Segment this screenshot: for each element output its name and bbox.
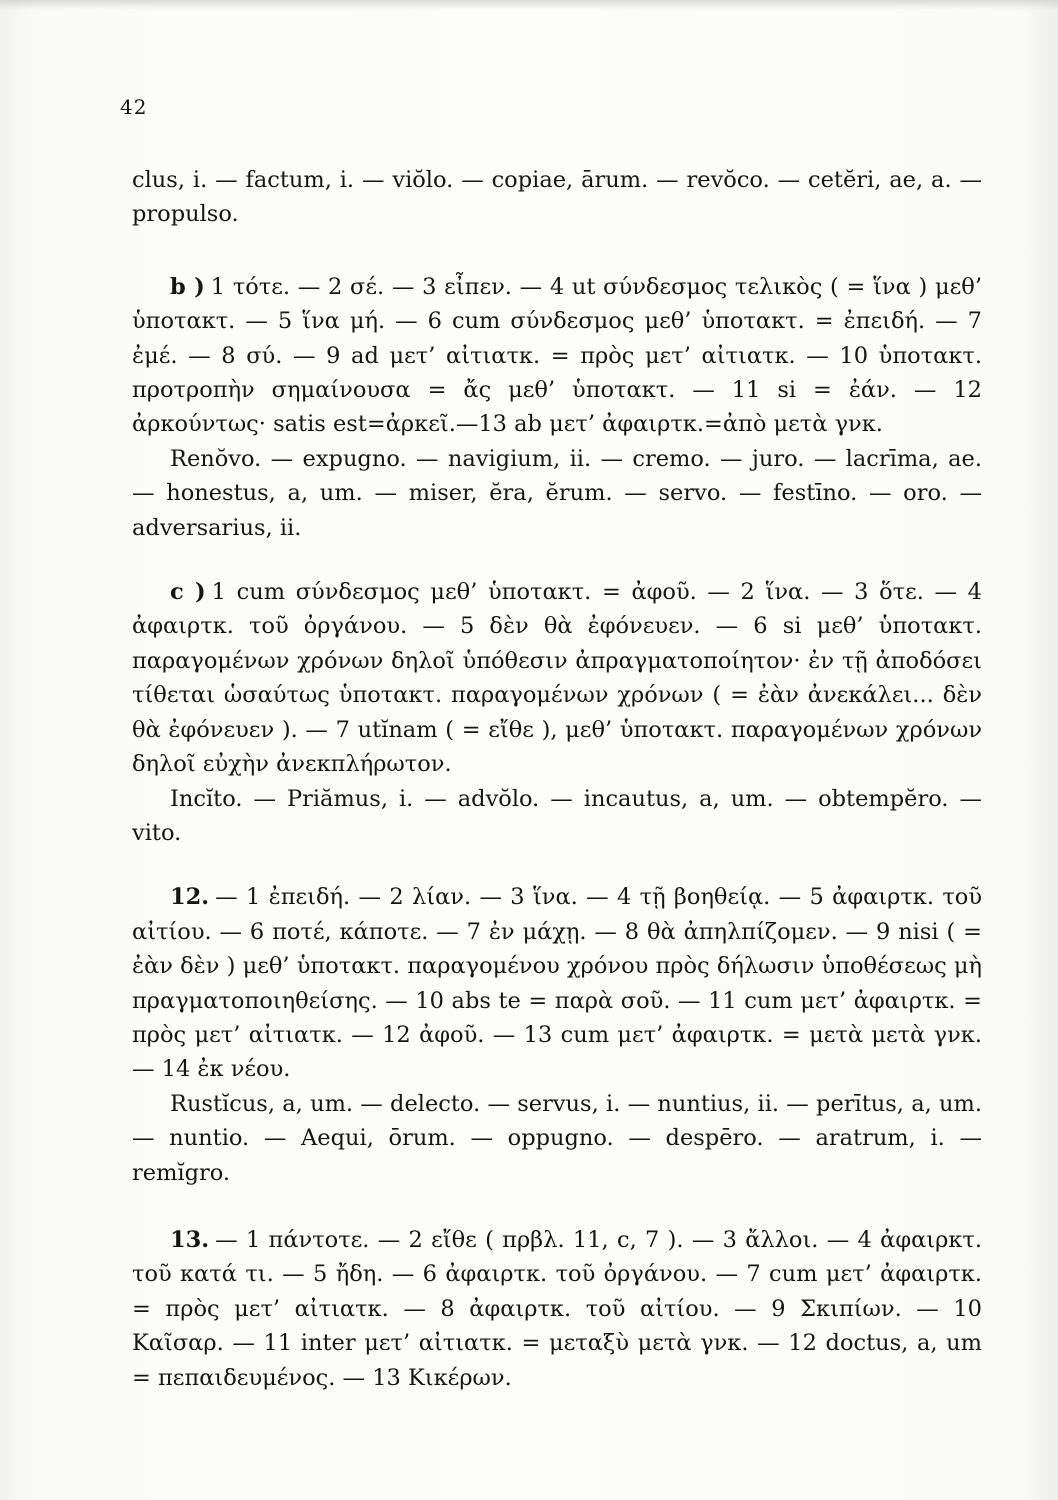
section-12 xyxy=(132,880,982,1086)
section-12-text: — 1 ἐπειδή. — 2 λίαν. — 3 ἵνα. — 4 τῇ βοηθείᾳ. — 5 ἀφαιρτκ. τοῦ αἰτίου. — 6 ποτέ, κάποτε. — 7 ἐν μάχῃ. — 8 θὰ ἀπηλπίζομεν. — 9 nisi ( = ἐὰν δὲν ) μεθ’ ὑποτακτ. παραγομένου χρόνου πρὸς δήλωσιν ὑποθέσεως μὴ πραγματοποιηθείσης. — 10 abs te = παρὰ σοῦ. — 11 cum μετ’ ἀφαιρτκ. = πρὸς μετ’ αἰτιατκ. — 12 ἀφοῦ. — 13 cum μετ’ ἀφαιρτκ. = μετὰ μετὰ γνκ. — 14 ἐκ νέου. xyxy=(132,884,982,1083)
section-b xyxy=(132,270,982,442)
section-13-text: — 1 πάντοτε. — 2 εἴθε ( πρβλ. 11, c, 7 ). — 3 ἄλλοι. — 4 ἀφαιρκτ. τοῦ κατά τι. — 5 ἤδη. — 6 ἀφαιρτκ. τοῦ ὀργάνου. — 7 cum μετ’ ἀφαιρτκ. = πρὸς μετ’ αἰτιατκ. — 8 ἀφαιρτκ. τοῦ αἰτίου. — 9 Σκιπίων. — 10 Καῖσαρ. — 11 inter μετ’ αἰτιατκ. = μεταξὺ μετὰ γνκ. — 12 doctus, a, um = πεπαιδευμένος. — 13 Κικέρων. xyxy=(132,1226,982,1391)
section-12-vocab: Rustĭcus, a, um. — delecto. — servus, i. — nuntius, ii. — perītus, a, um. — nuntio. — Aequi, ōrum. — oppugno. — despēro. — aratrum, i. — remĭgro. xyxy=(132,1090,982,1186)
section-c-text: 1 cum σύνδεσμος μεθ’ ὑποτακτ. = ἀφοῦ. — 2 ἵνα. — 3 ὅτε. — 4 ἀφαιρτκ. τοῦ ὀργάνου. — 5 δὲν θὰ ἐφόνευεν. — 6 si μεθ’ ὑποτακτ. παραγομένων χρόνων δηλοῖ ὑπόθεσιν ἀπραγματοποίητον· ἐν τῇ ἀποδόσει τίθεται ὡσαύτως ὑποτακτ. παραγομένων χρόνων ( = ἐὰν ἀνεκάλει... δὲν θὰ ἐφόνευεν ). — 7 utĭnam ( = εἴθε ), μεθ’ ὑποτακτ. παραγομένων χρόνων δηλοῖ εὐχὴν ἀνεκπλήρωτον. xyxy=(132,579,982,778)
page-text xyxy=(132,163,982,1395)
section-12-label: 12. xyxy=(170,884,210,911)
section-b-vocab: Renŏvo. — expugno. — navigium, ii. — cremo. — juro. — lacrīma, ae. — honestus, a, um. — miser, ĕra, ĕrum. — servo. — festīno. — oro. — adversarius, ii. xyxy=(132,445,982,541)
section-c xyxy=(132,575,982,781)
vocab-continuation: clus, i. — factum, i. — viŏlo. — copiae, ārum. — revŏco. — cetĕri, ae, a. — propulso. xyxy=(132,167,982,228)
section-c-label: c ) xyxy=(170,579,206,606)
section-b-text: 1 τότε. — 2 σέ. — 3 εἶπεν. — 4 ut σύνδεσμος τελικὸς ( = ἵνα ) μεθ’ ὑποτακτ. — 5 ἵνα μή. — 6 cum σύνδεσμος μεθ’ ὑποτακτ. = ἐπειδή. — 7 ἐμέ. — 8 σύ. — 9 ad μετ’ αἰτιατκ. = πρὸς μετ’ αἰτιατκ. — 10 ὑποτακτ. προτροπὴν σημαίνουσα = ἄς μεθ’ ὑποτακτ. — 11 si = ἐάν. — 12 ἀρκούντως· satis est=ἀρκεῖ.—13 ab μετ’ ἀφαιρτκ.=ἀπὸ μετὰ γνκ. xyxy=(132,273,982,438)
section-13-label: 13. xyxy=(170,1226,210,1253)
section-13 xyxy=(132,1223,982,1395)
section-c-vocab: Incĭto. — Priămus, i. — advŏlo. — incautus, a, um. — obtempĕro. — vito. xyxy=(132,785,982,846)
section-b-label: b ) xyxy=(170,273,205,300)
page-top-edge xyxy=(0,0,1058,10)
page-number: 42 xyxy=(120,95,148,119)
